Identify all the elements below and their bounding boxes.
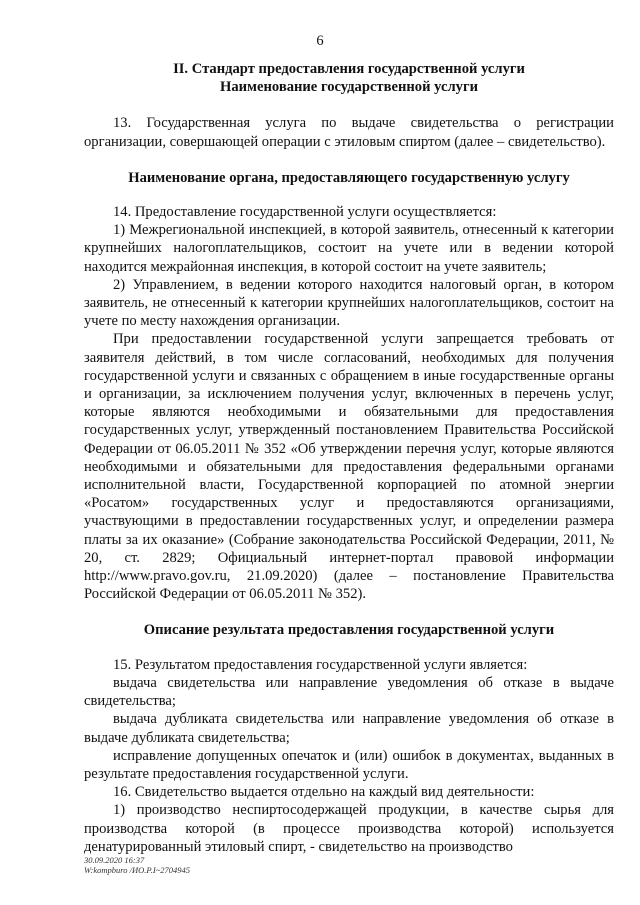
paragraph-15-item-1: выдача свидетельства или направление уведомления об отказе в выдаче свидетельства; bbox=[84, 674, 614, 710]
paragraph-15: 15. Результатом предоставления государственной услуги является: bbox=[113, 656, 528, 673]
section-title-line: II. Стандарт предоставления государственной услуги bbox=[173, 61, 525, 77]
paragraph-15-item-3: исправление допущенных опечаток и (или) ошибок в документах, выданных в результате предоставления государственной услуги. bbox=[84, 747, 614, 782]
paragraph-14-prohibition: При предоставлении государственной услуги запрещается требовать от заявителя действий, в том числе согласований, необходимых для получения государственной услуги и связанных с обращением в иные государственные органы и организации, за исключением получения услуг, включенных в перечень услуг, которые являются необходимыми и обязательными для предоставления государственных услуг, утвержденный постановлением Правительства Российской Федерации от 06.05.2011 № 352 «Об утверждении перечня услуг, которые являются необходимыми и обязательными для предоставления федеральными органами исполнительной власти, Государственной корпорацией по атомной энергии «Росатом» государственных услуг и предоставляются организациями, участвующими в предоставлении государственных услуг, и определении размера платы за их оказание» (Собрание законодательства Российской Федерации, 2011, № 20, ст. 2829; Официальный интернет-портал правовой информации http://www.pravo.gov.ru, 21.09.2020) (далее – постановление Правительства Российской Федерации от 06.05.2011 № 352). bbox=[84, 331, 614, 603]
paragraph-14: 14. Предоставление государственной услуги осуществляется: bbox=[113, 204, 497, 221]
page-number: 6 bbox=[316, 33, 324, 49]
heading-organ: Наименование органа, предоставляющего государственную услугу bbox=[128, 169, 570, 186]
document-footer bbox=[84, 855, 190, 875]
paragraph-14-item-1: 1) Межрегиональной инспекцией, в которой заявитель, отнесенный к категории крупнейших налогоплательщиков, состоит на учете или в ведении которой находится межрайонная инспекция, в которой состоит на учете заявитель; bbox=[84, 222, 614, 275]
section-subtitle-line: Наименование государственной услуги bbox=[220, 79, 478, 96]
paragraph-16: 16. Свидетельство выдается отдельно на каждый вид деятельности: bbox=[113, 784, 535, 801]
section-title bbox=[84, 60, 614, 96]
document-body bbox=[84, 60, 614, 856]
paragraph-16-item-1: 1) производство неспиртосодержащей продукции, в качестве сырья для производства которой (в процессе производства которой) используется денатурированный этиловый спирт, - свидетельство на производство bbox=[84, 802, 614, 855]
heading-result: Описание результата предоставления государственной услуги bbox=[143, 622, 555, 639]
footer-file-path: W:kompburo /ИО.Р.I~2704945 bbox=[84, 865, 191, 875]
paragraph-14-item-2: 2) Управлением, в ведении которого находится налоговый орган, в котором заявитель, не отнесенный к категории крупнейших налогоплательщиков, состоит на учете по месту нахождения организации. bbox=[84, 276, 614, 330]
footer-timestamp: 30.09.2020 16:37 bbox=[84, 855, 145, 865]
paragraph-15-item-2: выдача дубликата свидетельства или направление уведомления об отказе в выдаче дубликата свидетельства; bbox=[84, 711, 614, 746]
paragraph-13: 13. Государственная услуга по выдаче свидетельства о регистрации организации, совершающей операции с этиловым спиртом (далее – свидетельство). bbox=[84, 115, 614, 150]
